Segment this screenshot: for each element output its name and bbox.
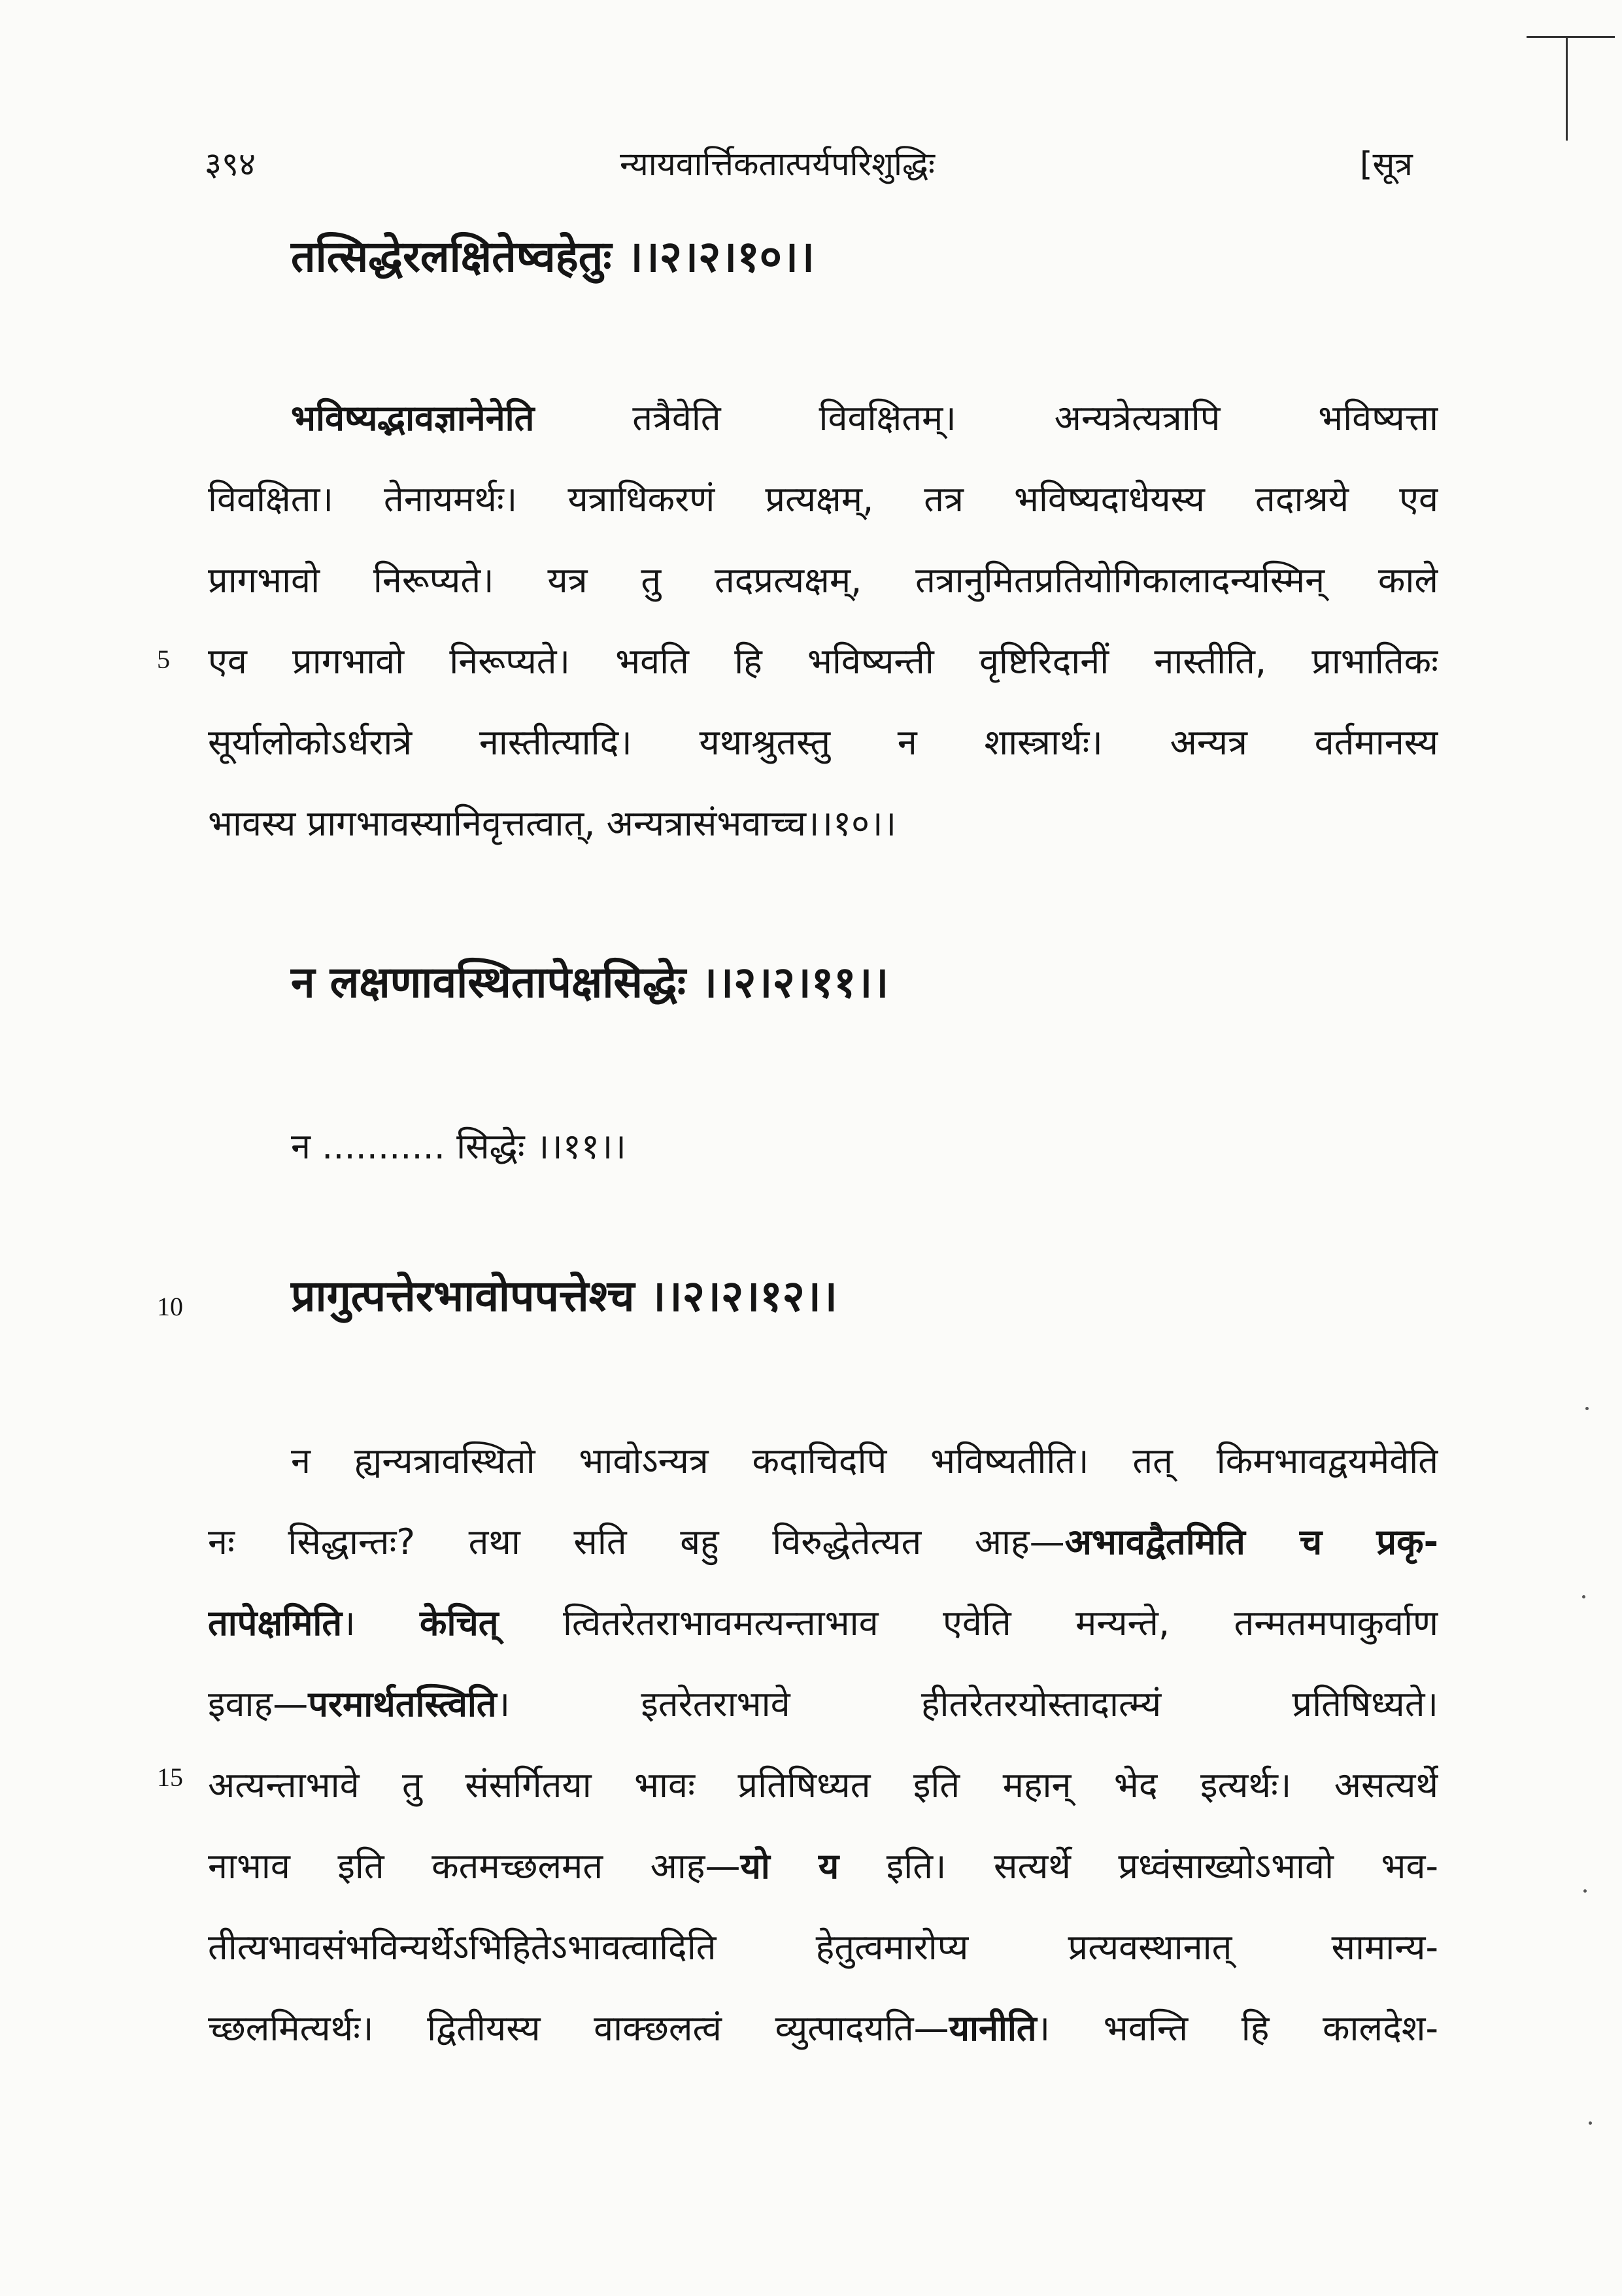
scan-edge-rule [1527, 36, 1615, 38]
text-line: भविष्यद्भावज्ञानेनेति तत्रैवेति विवक्षितम्। अन्यत्रेत्यत्रापि भविष्यत्ता [291, 397, 1438, 439]
text-line: नाभाव इति कतमच्छलमत आह—यो य इति। सत्यर्थे प्रध्वंसाख्योऽभावो भव- [208, 1846, 1438, 1887]
text-line: प्रागभावो निरूप्यते। यत्र तु तदप्रत्यक्षम्, तत्रानुमितप्रतियोगिकालादन्यस्मिन् काले [208, 560, 1438, 601]
page-number: ३९४ [205, 145, 256, 183]
sutra-heading: प्रागुत्पत्तेरभावोपपत्तेश्च ।।२।२।१२।। [291, 1271, 837, 1321]
section-label: [सूत्र [1360, 145, 1413, 183]
text-line: भावस्य प्रागभावस्यानिवृत्तत्वात्, अन्यत्रासंभवाच्च।।१०।। [208, 803, 897, 844]
text-line: तापेक्षमिति। केचित् त्वितरेतराभावमत्यन्ताभाव एवेति मन्यन्ते, तन्मतमपाकुर्वाण [208, 1602, 1438, 1644]
scan-speck [1589, 2121, 1592, 2125]
sutra-heading: न लक्षणावस्थितापेक्षसिद्धेः ।।२।२।११।। [291, 957, 889, 1007]
commentary-paragraph [208, 1421, 1438, 2069]
line-number: 10 [157, 1292, 183, 1321]
running-title: न्यायवार्त्तिकतात्पर्यपरिशुद्धिः [620, 145, 935, 183]
text-line: इवाह—परमार्थतस्त्विति। इतरेतराभावे हीतरेतरयोस्तादात्म्यं प्रतिषिध्यते। [208, 1683, 1438, 1725]
commentary-paragraph [208, 378, 1438, 864]
text-line: न ह्यन्यत्रावस्थितो भावोऽन्यत्र कदाचिदपि भविष्यतीति। तत् किमभावद्वयमेवेति [291, 1440, 1438, 1481]
sutra-heading: तत्सिद्धेरलक्षितेष्वहेतुः ।।२।२।१०।। [291, 231, 815, 282]
text-line: एव प्रागभावो निरूप्यते। भवति हि भविष्यन्ती वृष्टिरिदानीं नास्तीति, प्राभातिकः [208, 641, 1438, 682]
line-number: 5 [157, 645, 170, 674]
scan-edge-rule [1566, 36, 1568, 141]
text-line: तीत्यभावसंभविन्यर्थेऽभिहितेऽभावत्वादिति हेतुत्वमारोप्य प्रत्यवस्थानात् सामान्य- [208, 1927, 1438, 1968]
scan-speck [1583, 1889, 1587, 1893]
line-number: 15 [157, 1763, 183, 1792]
text-line: विवक्षिता। तेनायमर्थः। यत्राधिकरणं प्रत्यक्षम्, तत्र भविष्यदाधेयस्य तदाश्रये एव [208, 479, 1438, 520]
text-line: सूर्यालोकोऽर्धरात्रे नास्तीत्यादि। यथाश्रुतस्तु न शास्त्रार्थः। अन्यत्र वर्तमानस्य [208, 722, 1438, 763]
text-line: अत्यन्ताभावे तु संसर्गितया भावः प्रतिषिध्यत इति महान् भेद इत्यर्थः। असत्यर्थे [208, 1764, 1438, 1806]
text-line: नः सिद्धान्तः? तथा सति बहु विरुद्धेतेत्यत आह—अभावद्वैतमिति च प्रकृ- [208, 1521, 1438, 1562]
scan-speck [1585, 1407, 1589, 1410]
sutra-fragment: न ........... सिद्धेः ।।११।। [291, 1126, 626, 1167]
scan-speck [1582, 1595, 1585, 1598]
text-line: च्छलमित्यर्थः। द्वितीयस्य वाक्छलत्वं व्युत्पादयति—यानीति। भवन्ति हि कालदेश- [208, 2008, 1438, 2049]
